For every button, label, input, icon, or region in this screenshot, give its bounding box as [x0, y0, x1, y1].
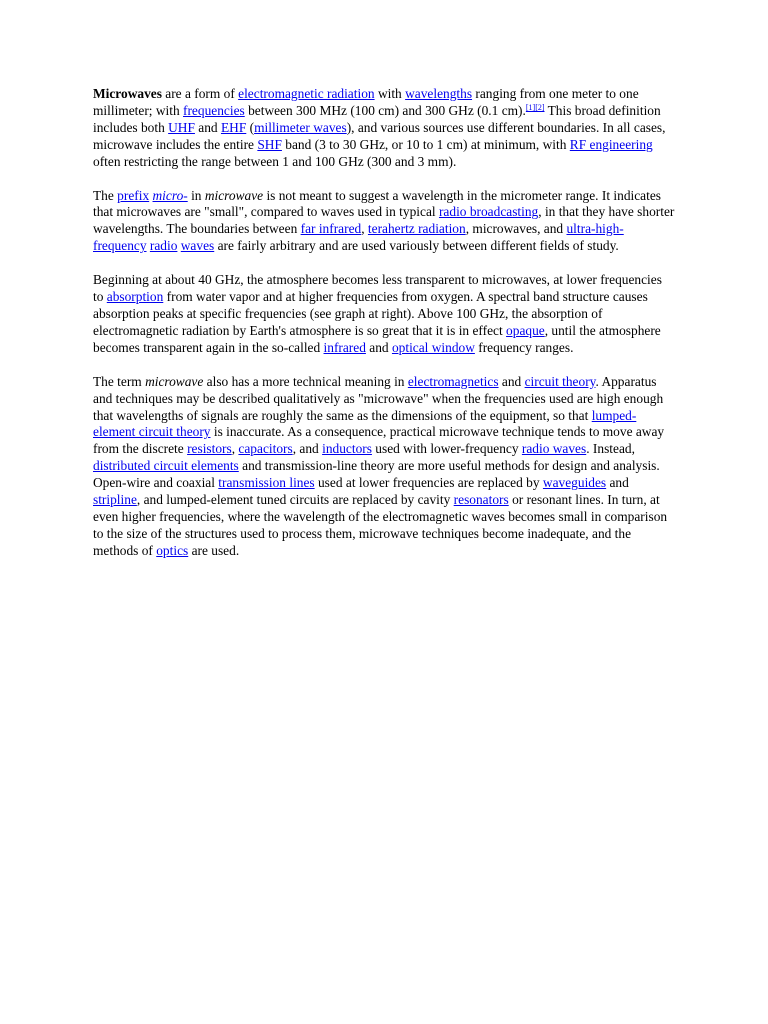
link-uhf[interactable]: UHF [168, 119, 195, 135]
link-rf-engineering[interactable]: RF engineering [569, 136, 653, 152]
text-run: between 300 MHz (100 cm) and 300 GHz (0.1 cm). [244, 102, 526, 118]
text-run: band (3 to 30 GHz, or 10 to 1 cm) at minimum, with [281, 136, 570, 152]
text-run: and [498, 373, 525, 389]
text-run: This broad definition includes both [93, 102, 661, 135]
text-run: are a form of [161, 86, 239, 101]
text-run: often restricting the range between 1 and 100 GHz (300 and 3 mm). [93, 153, 457, 169]
link-circuit-theory[interactable]: circuit theory [524, 373, 596, 389]
link-opaque[interactable]: opaque [506, 322, 545, 338]
text-run: and [194, 119, 221, 135]
link-lumped-element-circuit-theory[interactable]: lumped-element circuit theory [93, 407, 637, 440]
text-run: ranging from one meter to one millimeter; with [93, 86, 639, 118]
link-terahertz-radiation[interactable]: terahertz radiation [367, 221, 466, 237]
link-optics[interactable]: optics [156, 542, 189, 558]
link-prefix[interactable]: prefix [117, 187, 150, 203]
link-shf[interactable]: SHF [257, 136, 282, 152]
bold-term: Microwaves [93, 86, 162, 101]
text-run: used at lower frequencies are replaced by [314, 475, 543, 491]
text-run: The [93, 187, 118, 203]
link-millimeter-waves[interactable]: millimeter waves [254, 119, 347, 135]
paragraph-technical-meaning [93, 374, 675, 560]
link-waves[interactable]: waves [180, 238, 215, 254]
text-run: is not meant to suggest a wavelength in the micrometer range. It indicates that microwaves are "small", compared to waves used in typical [93, 187, 661, 220]
text-run: is inaccurate. As a consequence, practical microwave technique tends to move away from the discrete [93, 424, 665, 457]
link-radio-broadcasting[interactable]: radio broadcasting [438, 204, 539, 220]
link-absorption[interactable]: absorption [106, 289, 164, 305]
italic-term: microwave [204, 187, 264, 203]
text-run: with [374, 86, 406, 101]
article-body [93, 86, 675, 577]
text-run: are used. [188, 542, 240, 558]
text-run: ( [246, 119, 255, 135]
link-frequencies[interactable]: frequencies [183, 102, 245, 118]
link-optical-window[interactable]: optical window [391, 339, 475, 355]
link-distributed-circuit-elements[interactable]: distributed circuit elements [93, 458, 239, 474]
text-run: . Instead, [586, 441, 635, 457]
text-run: used with lower-frequency [371, 441, 522, 457]
link-stripline[interactable]: stripline [93, 492, 137, 508]
link-electromagnetic-radiation[interactable]: electromagnetic radiation [238, 86, 375, 101]
text-run: . Apparatus and techniques may be described qualitatively as "microwave" when the frequencies used are high enough that wavelengths of signals are roughly the same as the dimensions of the equipment, so that [93, 373, 664, 423]
text-run: , and [292, 441, 323, 457]
text-run: , [361, 221, 368, 237]
paragraph-definition [93, 86, 675, 171]
citation-link[interactable]: [1][2] [525, 102, 545, 112]
paragraph-atmosphere [93, 272, 675, 357]
paragraph-prefix [93, 188, 675, 256]
text-run: , until the atmosphere becomes transparent again in the so-called [93, 322, 661, 355]
link-resistors[interactable]: resistors [187, 441, 232, 457]
text-run: are fairly arbitrary and are used variously between different fields of study. [214, 238, 619, 254]
text-run: and transmission-line theory are more useful methods for design and analysis. Open-wire and coaxial [93, 458, 660, 491]
text-run: The term [93, 373, 146, 389]
link-inductors[interactable]: inductors [322, 441, 372, 457]
text-run: Beginning at about 40 GHz, the atmosphere becomes less transparent to microwaves, at lower frequencies to [93, 272, 662, 305]
text-run: frequency ranges. [474, 339, 574, 355]
link-infrared[interactable]: infrared [323, 339, 366, 355]
text-run: from water vapor and at higher frequencies from oxygen. A spectral band structure causes absorption peaks at specific frequencies (see graph at right). Above 100 GHz, the absorption of electromagnetic radiation by Earth's atmosphere is so great that it is in effect [93, 289, 648, 338]
text-run: in [187, 187, 205, 203]
text-run: , [231, 441, 239, 457]
link-ehf[interactable]: EHF [220, 119, 247, 135]
text-run: or resonant lines. In turn, at even higher frequencies, where the wavelength of the electromagnetic waves becomes small in comparison to the size of the structures used to process them, microwave techniques become inadequate, and the methods of [93, 492, 668, 558]
text-run: and [606, 475, 629, 491]
link-wavelengths[interactable]: wavelengths [405, 86, 473, 101]
link-micro[interactable]: micro- [152, 187, 188, 203]
text-run: also has a more technical meaning in [203, 373, 408, 389]
link-radio[interactable]: radio [149, 238, 178, 254]
text-run: , in that they have shorter wavelengths. The boundaries between [93, 204, 675, 237]
link-resonators[interactable]: resonators [453, 492, 509, 508]
link-waveguides[interactable]: waveguides [542, 475, 607, 491]
link-capacitors[interactable]: capacitors [238, 441, 293, 457]
link-radio-waves[interactable]: radio waves [521, 441, 587, 457]
link-transmission-lines[interactable]: transmission lines [218, 475, 315, 491]
text-run: , and lumped-element tuned circuits are replaced by cavity [136, 492, 454, 508]
link-ultra-high-frequency[interactable]: ultra-high-frequency [93, 221, 624, 254]
link-electromagnetics[interactable]: electromagnetics [407, 373, 499, 389]
italic-term: microwave [145, 373, 204, 389]
text-run: and [365, 339, 392, 355]
text-run: , microwaves, and [465, 221, 567, 237]
text-run: ), and various sources use different boundaries. In all cases, microwave includes the entire [93, 119, 666, 152]
link-far-infrared[interactable]: far infrared [300, 221, 362, 237]
